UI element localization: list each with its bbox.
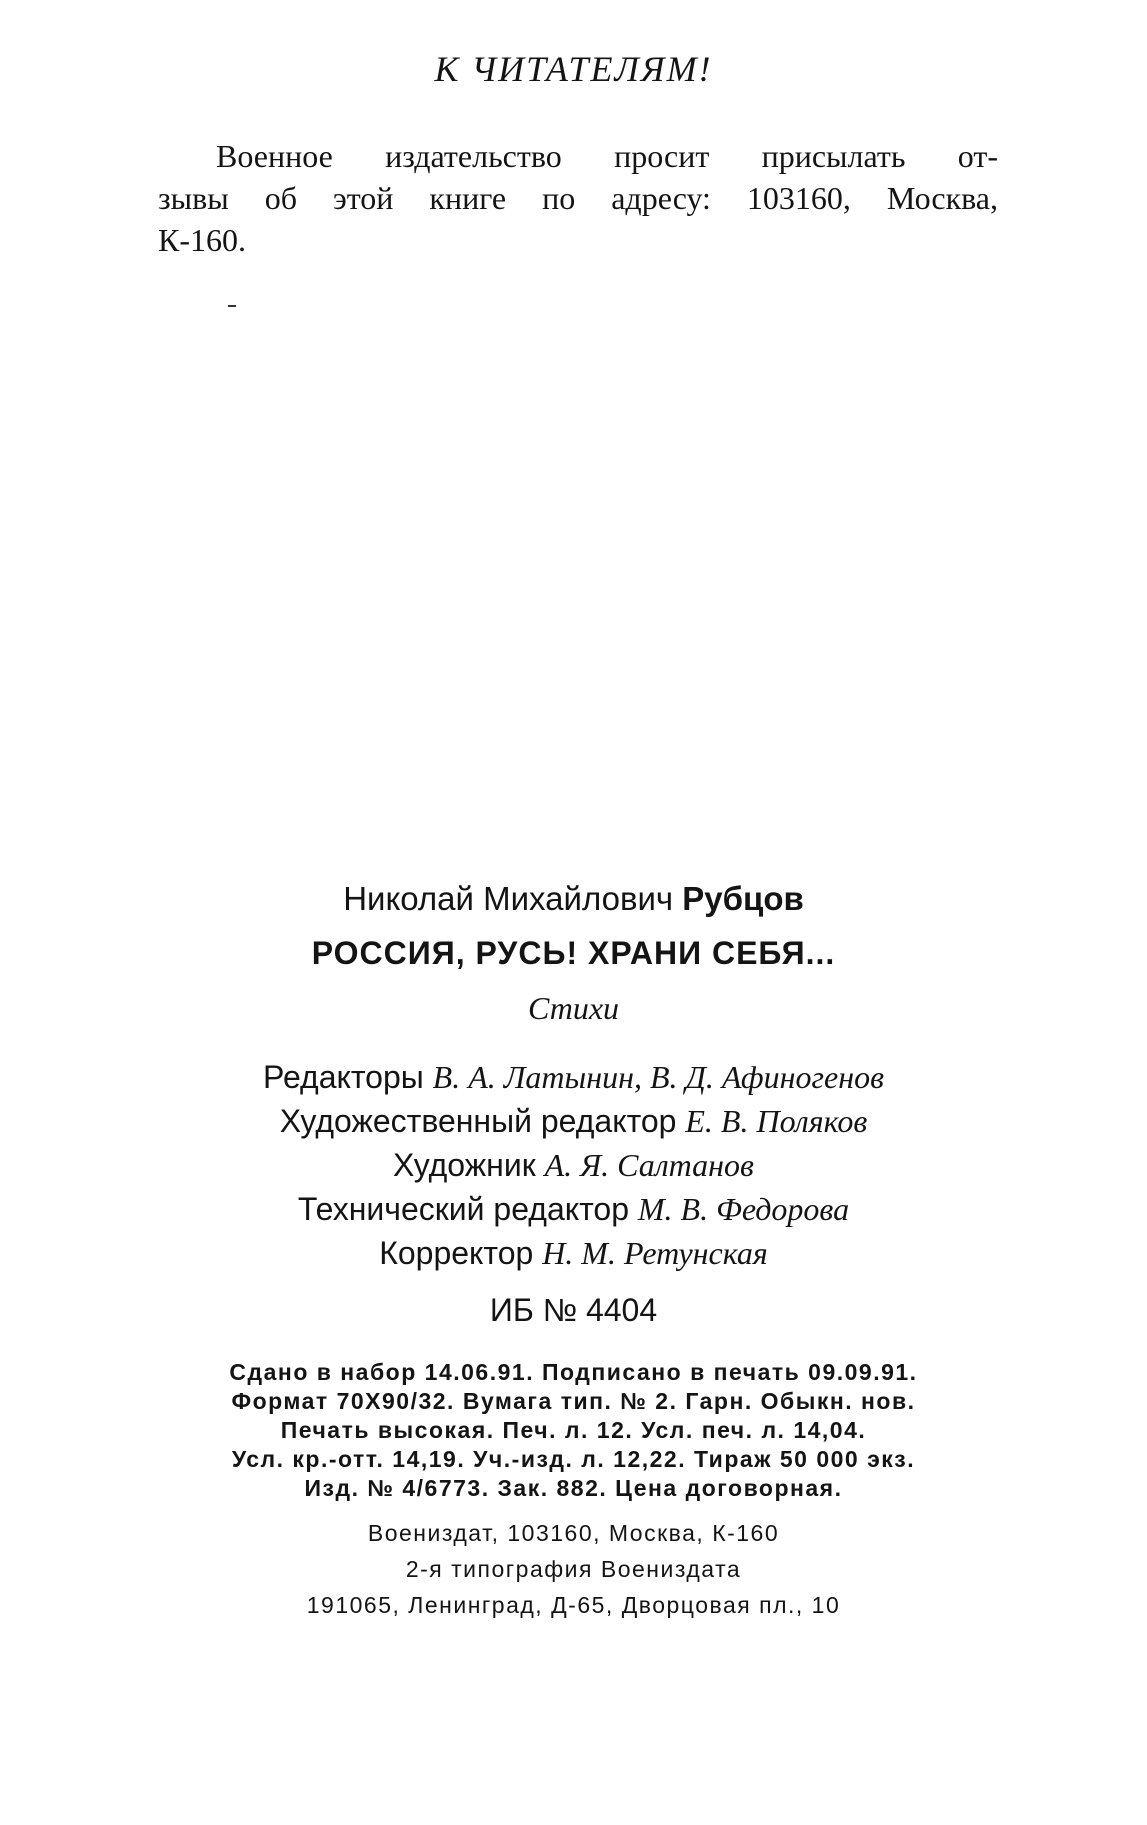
author-name [0,880,1147,918]
book-genre: Стихи [527,990,620,1026]
to-readers-line: Военное издательство просит присылать от- [216,138,998,174]
credit-role: Технический редактор [297,1191,629,1227]
credit-role: Корректор [379,1235,534,1271]
print-info-line: Сдано в набор 14.06.91. Подписано в печать 09.09.91. [229,1359,918,1385]
credit-row [0,1099,1147,1143]
publisher-info-line: Воениздат, 103160, Москва, К-160 [367,1520,780,1546]
credit-person: А. Я. Салтанов [544,1147,754,1183]
print-info-line: Усл. кр.-отт. 14,19. Уч.-изд. л. 12,22. Тираж 50 000 экз. [231,1446,916,1472]
credit-role: Художественный редактор [279,1103,677,1139]
print-info-line: Печать высокая. Печ. л. 12. Усл. печ. л. 14,04. [280,1417,867,1443]
ib-number: ИБ № 4404 [489,1292,658,1328]
author-surname: Рубцов [682,880,804,917]
credit-row [0,1231,1147,1275]
to-readers-line: зывы об этой книге по адресу: 103160, Москва, [158,180,998,216]
author-given-names: Николай Михайлович [343,880,674,917]
credit-person: В. А. Латынин, В. Д. Афиногенов [432,1059,884,1095]
print-info-line: Формат 70Х90/32. Вумага тип. № 2. Гарн. Обыкн. нов. [231,1388,916,1414]
credit-role: Редакторы [263,1059,424,1095]
to-readers-text [158,135,998,261]
publisher-info-line: 191065, Ленинград, Д-65, Дворцовая пл., 10 [306,1592,841,1618]
to-readers-line: К-160. [158,222,246,258]
print-info [0,1358,1147,1503]
publisher-info [0,1515,1147,1623]
credit-person: М. В. Федорова [637,1191,850,1227]
credit-row [0,1055,1147,1099]
credit-row [0,1187,1147,1231]
credit-person: Н. М. Ретунская [542,1235,768,1271]
credit-person: Е. В. Поляков [685,1103,868,1139]
credit-row [0,1143,1147,1187]
print-speck [228,305,236,307]
book-title: РОССИЯ, РУСЬ! ХРАНИ СЕБЯ... [311,935,836,971]
publisher-info-line: 2-я типография Воениздата [405,1556,742,1582]
print-info-line: Изд. № 4/6773. Зак. 882. Цена договорная. [304,1475,843,1501]
credit-role: Художник [393,1147,536,1183]
to-readers-heading: К ЧИТАТЕЛЯМ! [434,49,713,89]
credits-list [0,1055,1147,1275]
